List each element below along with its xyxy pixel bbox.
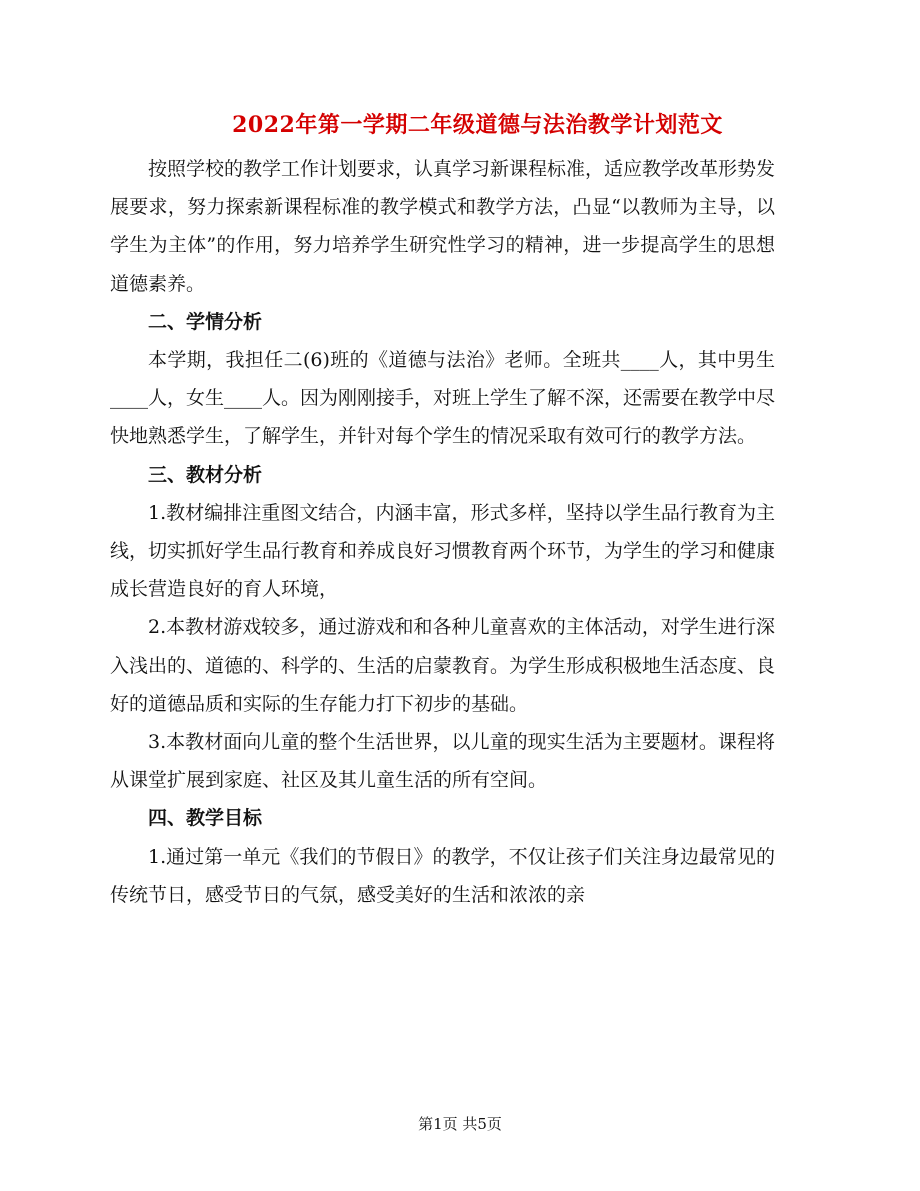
paragraph-textbook-point-2: 2.本教材游戏较多，通过游戏和和各种儿童喜欢的主体活动，对学生进行深入浅出的、道德的、科学的、生活的启蒙教育。为学生形成积极地生活态度、良好的道德品质和实际的生存能力打下初步的基础。 (110, 616, 776, 715)
paragraph-teaching-goal-1: 1.通过第一单元《我们的节假日》的教学，不仅让孩子们关注身边最常见的传统节日，感受节日的气氛，感受美好的生活和浓浓的亲 (110, 845, 775, 906)
page-number-footer: 第1页 共5页 (418, 1115, 502, 1133)
section-heading-textbook-analysis: 三、教材分析 (148, 463, 263, 486)
paragraph-intro: 按照学校的教学工作计划要求，认真学习新课程标准，适应教学改革形势发展要求，努力探索新课程标准的教学模式和教学方法，凸显“以教师为主导，以学生为主体”的作用，努力培养学生研究性学习的精神，进一步提高学生的思想道德素养。 (110, 158, 776, 295)
paragraph-textbook-point-3: 3.本教材面向儿童的整个生活世界，以儿童的现实生活为主要题材。课程将从课堂扩展到家庭、社区及其儿童生活的所有空间。 (110, 731, 775, 792)
section-heading-student-analysis: 二、学情分析 (148, 310, 263, 333)
section-heading-teaching-goals: 四、教学目标 (148, 807, 263, 830)
paragraph-textbook-point-1: 1.教材编排注重图文结合，内涵丰富，形式多样，坚持以学生品行教育为主线，切实抓好学生品行教育和养成良好习惯教育两个环节，为学生的学习和健康成长营造良好的育人环境， (110, 501, 776, 601)
paragraph-student-analysis: 本学期，我担任二(6)班的《道德与法治》老师。全班共____人，其中男生____人，女生____人。因为刚刚接手，对班上学生了解不深，还需要在教学中尽快地熟悉学生，了解学生，并针对每个学生的情况采取有效可行的教学方法。 (110, 349, 776, 448)
document-title: 2022年第一学期二年级道德与法治教学计划范文 (232, 112, 723, 138)
document-body (110, 150, 775, 914)
